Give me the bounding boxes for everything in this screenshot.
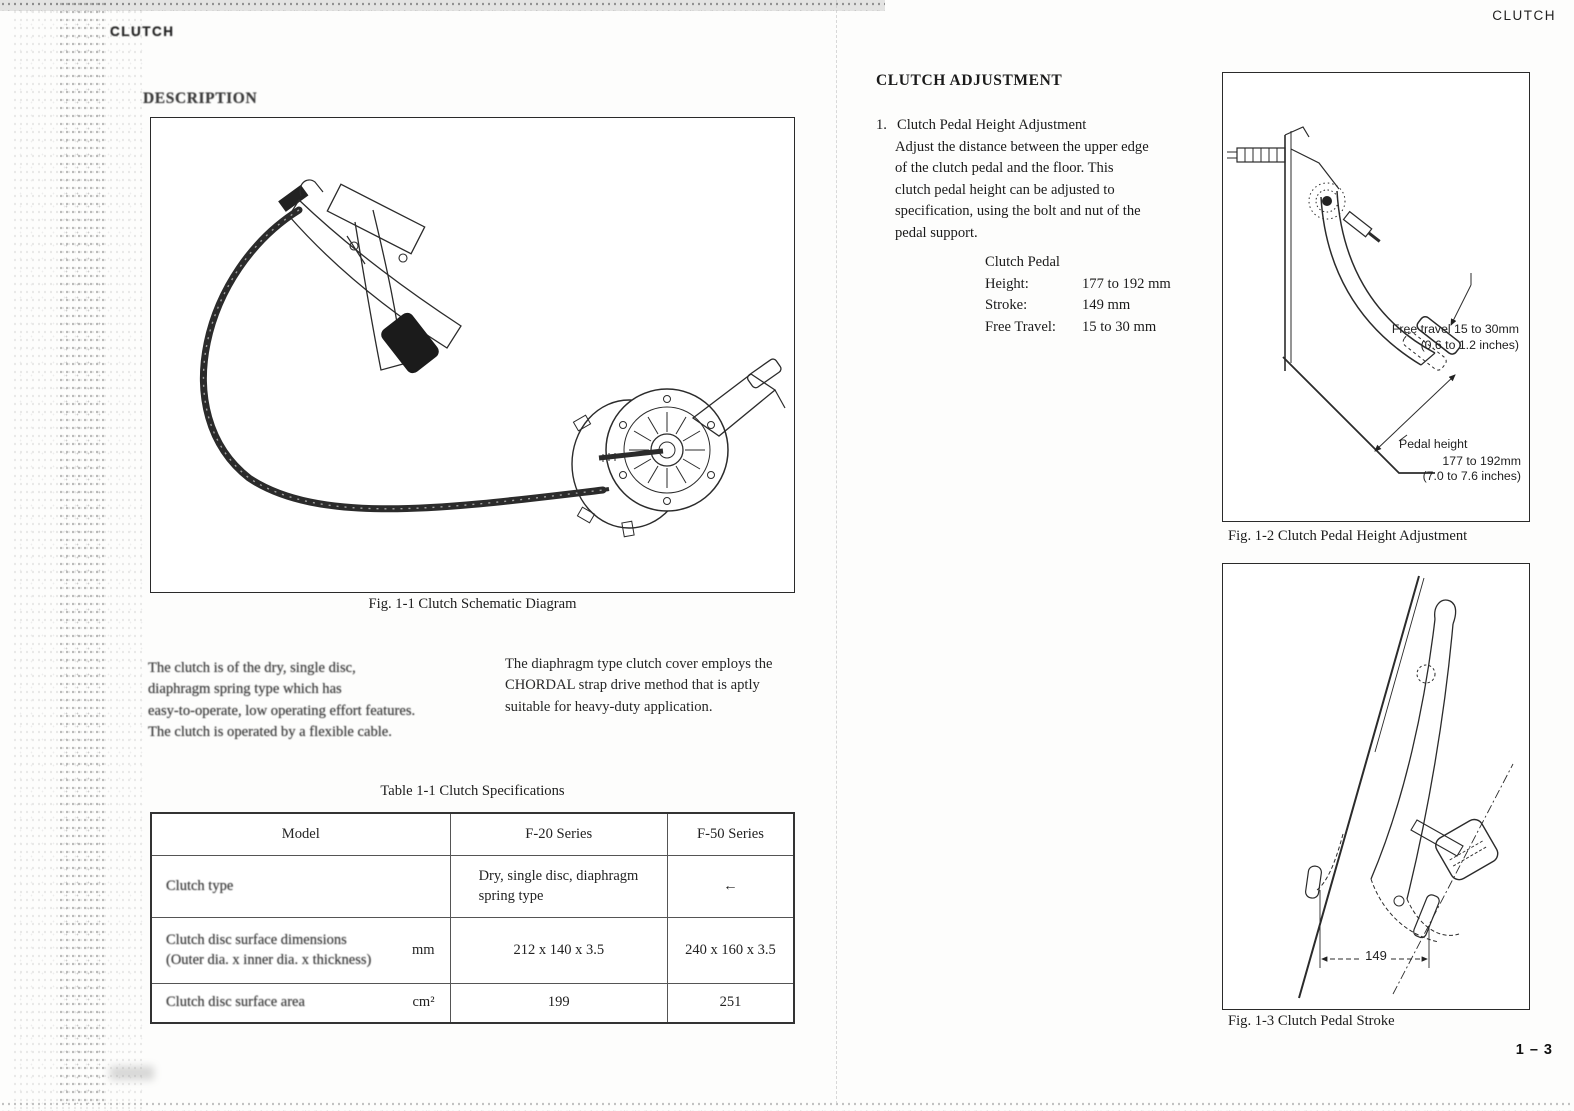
spec-title: Clutch Pedal xyxy=(985,254,1060,270)
clutch-schematic-drawing xyxy=(151,118,796,591)
table-header-f20: F-20 Series xyxy=(450,813,667,855)
scan-margin-noise xyxy=(12,0,144,1111)
figure-1-1-caption: Fig. 1-1 Clutch Schematic Diagram xyxy=(368,596,577,612)
spec-row: Free Travel: 15 to 30 mm xyxy=(985,318,1157,335)
row-label: Clutch disc surface area xyxy=(166,994,305,1011)
list-item-number: 1. xyxy=(876,117,887,133)
figure-1-1 xyxy=(150,117,795,593)
description-paragraph-left: The clutch is of the dry, single disc, diaphragm spring type which has easy-to-operate, low operating effort features. The clutch is operated by a flexible cable. xyxy=(148,660,416,741)
section-heading-description: DESCRIPTION xyxy=(143,90,258,107)
pedal-stroke-drawing xyxy=(1223,564,1528,1008)
clutch-pedal-spec xyxy=(985,252,1171,338)
table-header-row xyxy=(151,813,794,855)
list-item-body: Adjust the distance between the upper edge of the clutch pedal and the floor. This clutch pedal height can be adjusted to specification, using the bolt and nut of the pedal support. xyxy=(895,139,1149,241)
table-caption: Table 1-1 Clutch Specifications xyxy=(380,783,565,799)
table-header-f50: F-50 Series xyxy=(667,813,794,855)
row-unit: cm² xyxy=(412,994,435,1011)
scan-smudge xyxy=(110,1066,154,1080)
running-header-left: CLUTCH xyxy=(110,24,175,39)
pedal-height-label: Pedal height xyxy=(1399,437,1468,451)
pedal-height-inches: (7.0 to 7.6 inches) xyxy=(1422,469,1521,483)
scan-binding-strip xyxy=(58,0,104,1104)
pedal-height-value: 177 to 192mm xyxy=(1442,454,1521,468)
row-value-f50: ← xyxy=(667,855,794,917)
free-travel-label-line1: Free travel 15 to 30mm xyxy=(1391,322,1519,336)
row-value-f20: 212 x 140 x 3.5 xyxy=(450,917,667,983)
pedal-height-drawing xyxy=(1223,73,1528,520)
row-value-f50: 240 x 160 x 3.5 xyxy=(667,917,794,983)
scan-top-edge xyxy=(0,0,885,11)
row-label: Clutch type xyxy=(166,877,234,894)
free-travel-label-line2: (0.6 to 1.2 inches) xyxy=(1420,338,1519,352)
figure-1-2 xyxy=(1222,72,1530,522)
scan-bottom-edge xyxy=(0,1100,1574,1111)
table-row-clutch-type xyxy=(151,855,794,917)
spec-row: Stroke: 149 mm xyxy=(985,297,1131,314)
row-value-f20: 199 xyxy=(450,983,667,1023)
row-label-2: (Outer dia. x inner dia. x thickness) xyxy=(166,952,372,968)
spec-row: Height: 177 to 192 mm xyxy=(985,275,1171,292)
row-unit: mm xyxy=(412,941,435,958)
table-header-model: Model xyxy=(151,813,450,855)
list-item-title: Clutch Pedal Height Adjustment xyxy=(897,117,1087,133)
row-label: Clutch disc surface dimensions xyxy=(166,932,347,948)
description-paragraph-right: The diaphragm type clutch cover employs the CHORDAL strap drive method that is aptly suitable for heavy-duty application. xyxy=(505,656,773,715)
table-row-disc-area xyxy=(151,983,794,1023)
section-heading-clutch-adjustment: CLUTCH ADJUSTMENT xyxy=(876,72,1063,89)
row-value-f20: Dry, single disc, diaphragm spring type xyxy=(450,855,667,917)
figure-1-2-caption: Fig. 1-2 Clutch Pedal Height Adjustment xyxy=(1228,528,1468,544)
column-divider-line xyxy=(836,0,837,1104)
running-header-right: CLUTCH xyxy=(1492,8,1556,23)
row-value-f50: 251 xyxy=(667,983,794,1023)
figure-1-3 xyxy=(1222,563,1530,1010)
page-number: 1 – 3 xyxy=(1515,1042,1553,1058)
table-row-disc-dimensions xyxy=(151,917,794,983)
stroke-dimension-label: 149 xyxy=(1365,948,1387,963)
figure-1-3-caption: Fig. 1-3 Clutch Pedal Stroke xyxy=(1228,1013,1395,1029)
clutch-spec-table xyxy=(150,812,795,1024)
